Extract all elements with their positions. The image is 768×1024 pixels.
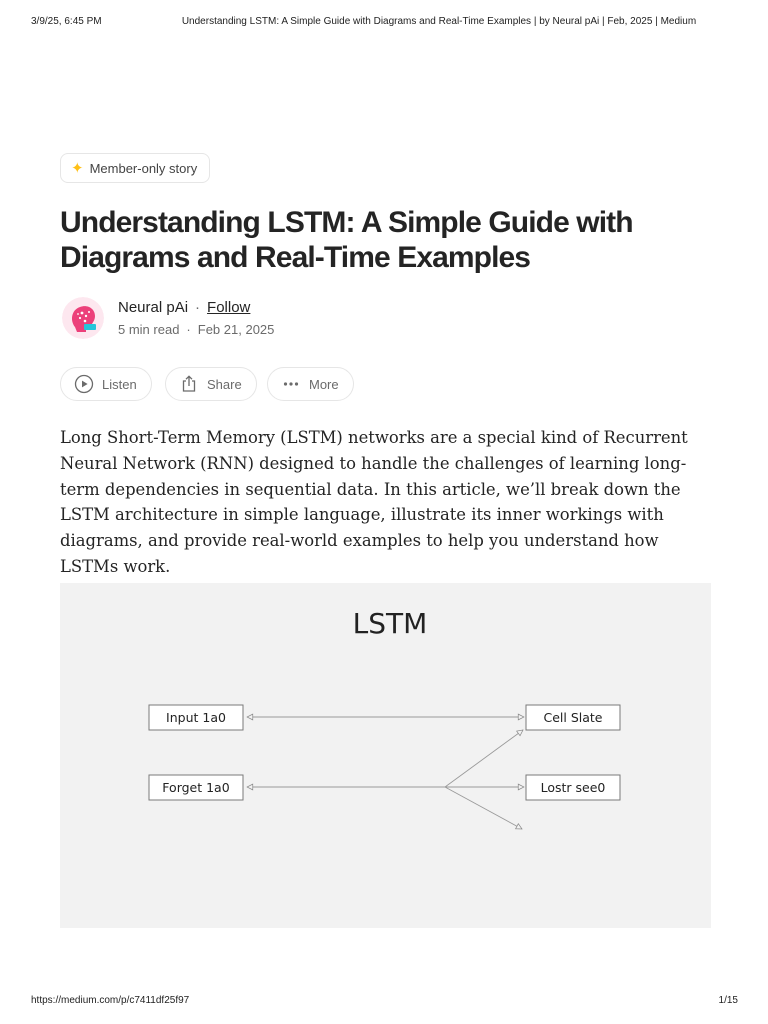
lstm-diagram [60, 583, 711, 928]
listen-button[interactable] [60, 367, 152, 401]
author-name[interactable]: Neural pAi [118, 299, 189, 316]
publish-date: Feb 21, 2025 [197, 322, 275, 337]
article-intro-paragraph: Long Short-Term Memory (LSTM) networks are a special kind of Recurrent Neural Network (RNN) designed to handle the challenges of learning long-term dependencies in sequential data. In this article, we’ll break down the LSTM architecture in simple language, illustrate its inner workings with diagrams, and provide real-world examples to help you understand how LSTMs work. [60, 428, 688, 576]
share-button[interactable] [165, 367, 257, 401]
author-avatar[interactable] [62, 297, 104, 339]
separator-dot: · [195, 299, 201, 316]
article-meta [118, 322, 274, 337]
box-input-label: Input 1a0 [166, 710, 226, 725]
meta-separator-dot: · [186, 322, 191, 337]
avatar-image [62, 297, 104, 339]
box-cell-label: Cell Slate [543, 710, 603, 725]
article-title-line-1: Understanding LSTM: A Simple Guide with [60, 206, 633, 239]
article-title [60, 205, 710, 275]
share-icon [179, 374, 199, 394]
member-only-badge[interactable] [60, 153, 210, 183]
play-circle-icon [74, 374, 94, 394]
follow-link[interactable]: Follow [207, 299, 251, 316]
listen-label: Listen [102, 376, 137, 392]
more-dots-icon [281, 374, 301, 394]
box-lost [526, 775, 620, 800]
box-cell-state [526, 705, 620, 730]
sparkle-star-icon: ✦ [71, 159, 84, 177]
share-label: Share [207, 376, 242, 392]
box-forget-label: Forget 1a0 [162, 780, 230, 795]
author-line [118, 299, 250, 316]
box-lost-label: Lostr see0 [540, 780, 606, 795]
print-footer [0, 995, 768, 1009]
article-title-line-2: Diagrams and Real-Time Examples [60, 241, 531, 274]
diagram-title: LSTM [352, 607, 428, 640]
arrow-branch-to-cell [445, 730, 523, 787]
arrow-branch-down [445, 787, 522, 829]
more-button[interactable] [267, 367, 354, 401]
member-only-label: Member-only story [89, 160, 198, 176]
box-forget [149, 775, 243, 800]
print-page-number: 1/15 [718, 995, 738, 1006]
print-datetime: 3/9/25, 6:45 PM [31, 16, 102, 27]
print-header [0, 16, 768, 30]
lstm-diagram-figure [60, 583, 711, 928]
print-page-title: Understanding LSTM: A Simple Guide with Diagrams and Real-Time Examples | by Neural pAi | Feb, 2025 | Medium [181, 16, 697, 27]
read-time: 5 min read [118, 322, 180, 337]
box-input [149, 705, 243, 730]
print-url: https://medium.com/p/c7411df25f97 [31, 995, 190, 1006]
more-label: More [309, 376, 339, 392]
